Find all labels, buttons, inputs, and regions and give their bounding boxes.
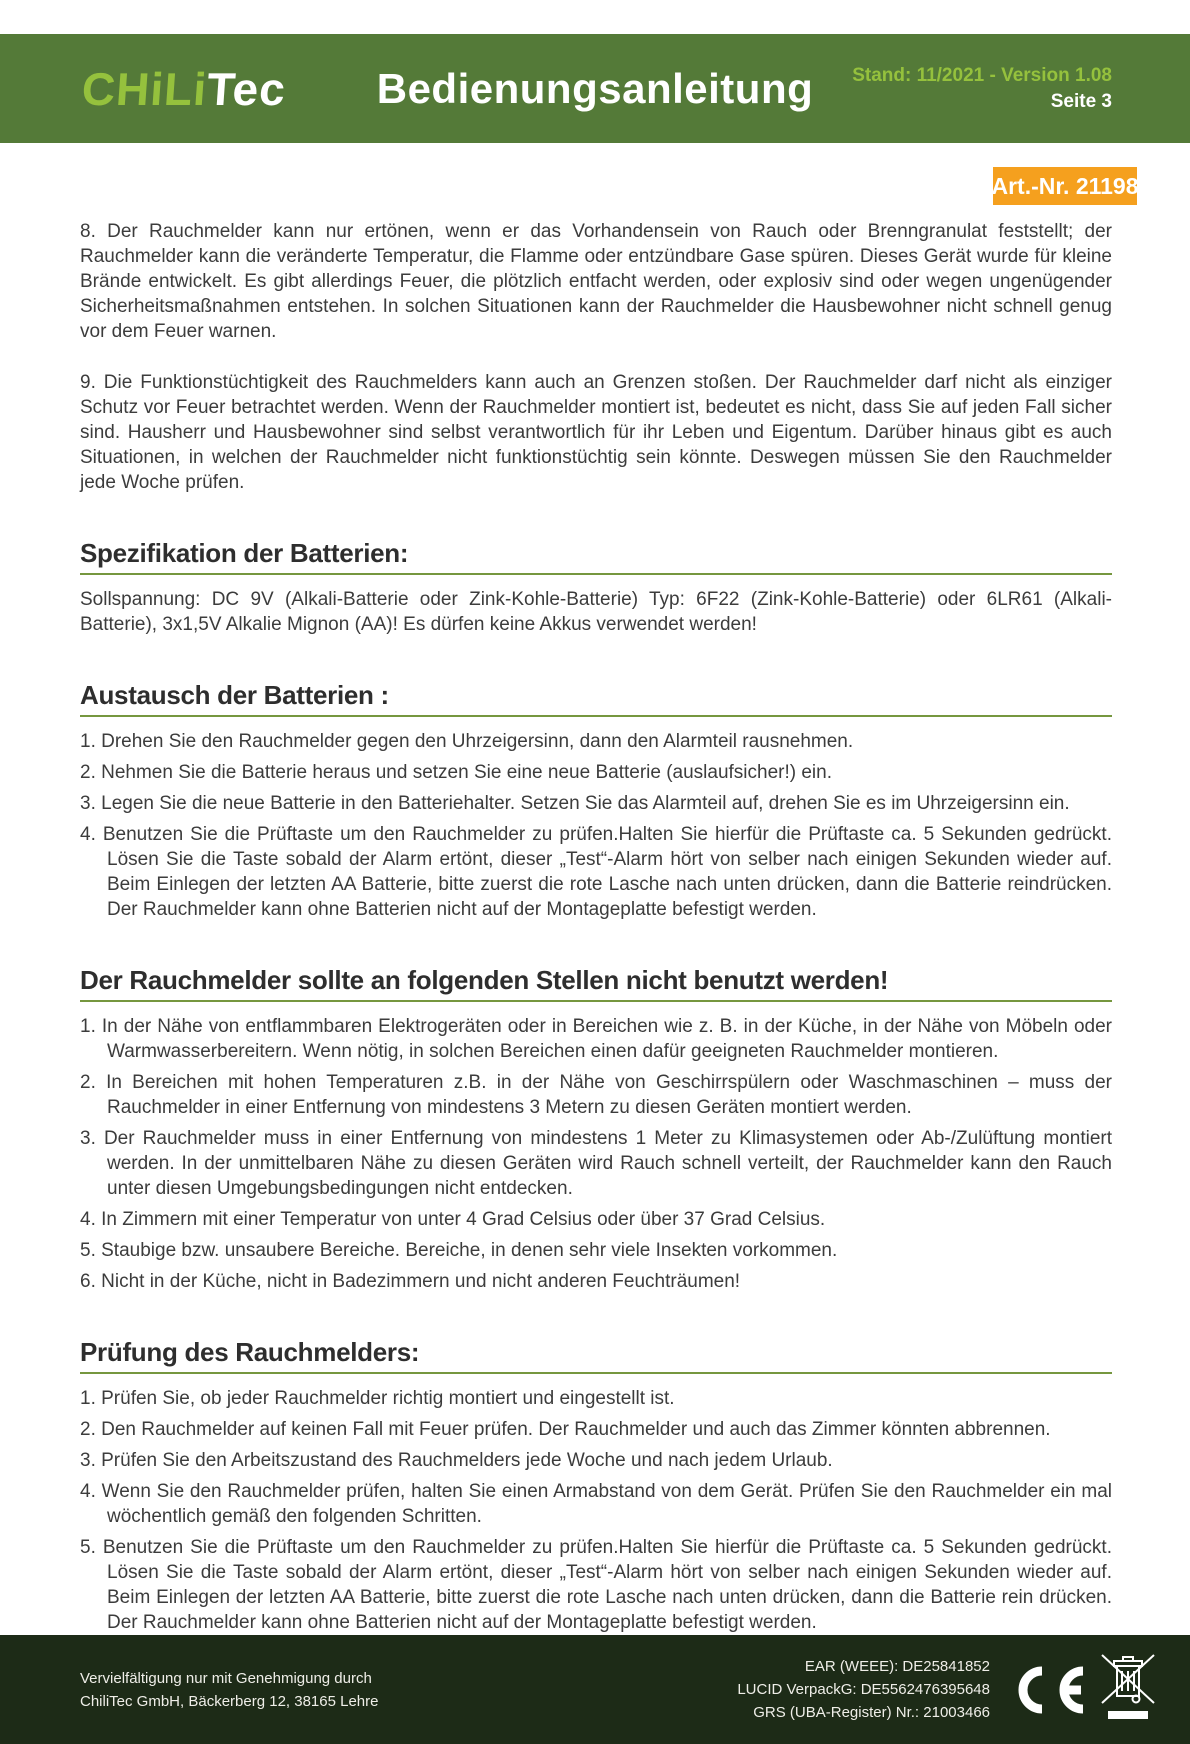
paragraph-9: 9. Die Funktionstüchtigkeit des Rauchmelders kann auch an Grenzen stoßen. Der Rauchmelder darf nicht als einziger Schutz vor Feuer betrachtet werden. Wenn der Rauchmelder montiert ist, bedeutet es nicht, dass Sie auf jeden Fall sicher sind. Hausherr und Hausbewohner sind selbst verantwortlich für ihr Leben und Eigentum. Darüber hinaus gibt es auch Situationen, in welchen der Rauchmelder nicht funktionstüchtig sein könnte. Deswegen müssen Sie den Rauchmelder jede Woche prüfen. xyxy=(80,372,1112,493)
header-meta xyxy=(852,63,1112,115)
list-item: 3. Legen Sie die neue Batterie in den Batteriehalter. Setzen Sie das Alarmteil auf, drehen Sie es im Uhrzeigersinn ein. xyxy=(80,793,1070,814)
section-placement-warnings xyxy=(80,965,1112,1294)
header-bar xyxy=(0,34,1190,143)
section-battery-replacement xyxy=(80,680,1112,922)
footer-icons xyxy=(1006,1653,1156,1727)
footer-left-line1: Vervielfältigung nur mit Genehmigung durch xyxy=(80,1669,372,1687)
section-heading-battery-replacement: Austausch der Batterien : xyxy=(80,683,1112,717)
footer-bar xyxy=(0,1635,1190,1744)
version-info: Stand: 11/2021 - Version 1.08 xyxy=(852,64,1112,86)
logo-text-tec: Tec xyxy=(205,62,288,115)
badge-row xyxy=(0,143,1190,213)
weee-crossed-bin-icon xyxy=(1100,1653,1156,1727)
list-item: 1. Drehen Sie den Rauchmelder gegen den Uhrzeigersinn, dann den Alarmteil rausnehmen. xyxy=(80,731,854,752)
placement-warning-list xyxy=(80,1014,1112,1294)
list-item: 3. Prüfen Sie den Arbeitszustand des Rauchmelders jede Woche und nach jedem Urlaub. xyxy=(80,1450,833,1471)
list-item: 5. Staubige bzw. unsaubere Bereiche. Bereiche, in denen sehr viele Insekten vorkommen. xyxy=(80,1240,838,1261)
list-item: 2. Nehmen Sie die Batterie heraus und setzen Sie eine neue Batterie (auslaufsicher!) ein. xyxy=(80,762,833,783)
paragraph-8: 8. Der Rauchmelder kann nur ertönen, wenn er das Vorhandensein von Rauch oder Brenngranulat feststellt; der Rauchmelder kann die veränderte Temperatur, die Flamme oder entzündbare Gase spüren. Dieses Gerät wurde für kleine Brände entwickelt. Es gibt allerdings Feuer, die plötzlich entfacht werden, oder explosiv sind oder wegen ungenügender Sicherheitsmaßnahmen entstehen. In solchen Situationen kann der Rauchmelder die Hausbewohner nicht schnell genug vor dem Feuer warnen. xyxy=(80,221,1112,342)
footer-publisher-info xyxy=(80,1667,379,1713)
list-item: 6. Nicht in der Küche, nicht in Badezimmern und nicht anderen Feuchträumen! xyxy=(80,1271,741,1292)
list-item: 5. Benutzen Sie die Prüftaste um den Rauchmelder zu prüfen.Halten Sie hierfür die Prüftaste ca. 5 Sekunden gedrückt. Lösen Sie die Taste sobald der Alarm ertönt, dieser „Test“-Alarm hört von selber nach einigen Sekunden wieder auf. Beim Einlegen der letzten AA Batterie, bitte zuerst die rote Lasche nach unten drücken, dann die Batterie rein drücken. Der Rauchmelder kann ohne Batterien nicht auf der Montageplatte befestigt werden. xyxy=(80,1537,1112,1633)
page-content xyxy=(0,213,1190,1635)
list-item: 1. In der Nähe von entflammbaren Elektrogeräten oder in Bereichen wie z. B. in der Küche, in der Nähe von Möbeln oder Warmwasserbereitern. Wenn nötig, in solchen Bereichen einen dafür geeigneten Rauchmelder montieren. xyxy=(80,1016,1112,1062)
page-number: Seite 3 xyxy=(1050,90,1112,112)
footer-registration-info xyxy=(737,1655,990,1724)
testing-steps xyxy=(80,1386,1112,1635)
section-heading-battery-specification: Spezifikation der Batterien: xyxy=(80,541,1112,575)
footer-left-line2: ChiliTec GmbH, Bäckerberg 12, 38165 Lehre xyxy=(80,1692,379,1710)
footer-grs: GRS (UBA-Register) Nr.: 21003466 xyxy=(753,1704,990,1721)
list-item: 1. Prüfen Sie, ob jeder Rauchmelder richtig montiert und eingestellt ist. xyxy=(80,1388,675,1409)
footer-lucid: LUCID VerpackG: DE5562476395648 xyxy=(737,1681,990,1698)
section-testing xyxy=(80,1337,1112,1635)
list-item: 4. In Zimmern mit einer Temperatur von unter 4 Grad Celsius oder über 37 Grad Celsius. xyxy=(80,1209,826,1230)
list-item: 3. Der Rauchmelder muss in einer Entfernung von mindestens 1 Meter zu Klimasystemen oder Ab-/Zulüftung montiert werden. In der unmittelbaren Nähe zu diesen Geräten wird Rauch schnell verteilt, der Rauchmelder kann den Rauch unter diesen Umgebungsbedingungen nicht entdecken. xyxy=(80,1128,1112,1199)
list-item: 2. Den Rauchmelder auf keinen Fall mit Feuer prüfen. Der Rauchmelder und auch das Zimmer könnten abbrennen. xyxy=(80,1419,1051,1440)
battery-specification-text: Sollspannung: DC 9V (Alkali-Batterie oder Zink-Kohle-Batterie) Typ: 6F22 (Zink-Kohle-Batterie) oder 6LR61 (Alkali-Batterie), 3x1,5V Alkalie Mignon (AA)! Es dürfen keine Akkus verwendet werden! xyxy=(80,589,1112,635)
ce-mark-icon xyxy=(1006,1664,1090,1716)
list-item: 4. Benutzen Sie die Prüftaste um den Rauchmelder zu prüfen.Halten Sie hierfür die Prüftaste ca. 5 Sekunden gedrückt. Lösen Sie die Taste sobald der Alarm ertönt, dieser „Test“-Alarm hört von selber nach einigen Sekunden wieder auf. Beim Einlegen der letzten AA Batterie, bitte zuerst die rote Lasche nach unten drücken, dann die Batterie reindrücken. Der Rauchmelder kann ohne Batterien nicht auf der Montageplatte befestigt werden. xyxy=(80,824,1112,920)
page-title: Bedienungsanleitung xyxy=(376,64,814,112)
article-number-badge: Art.-Nr. 21198 xyxy=(993,167,1137,205)
section-heading-testing: Prüfung des Rauchmelders: xyxy=(80,1340,1112,1374)
section-battery-specification xyxy=(80,538,1112,637)
logo-text-chili: CHiLi xyxy=(80,62,209,115)
list-item: 2. In Bereichen mit hohen Temperaturen z.B. in der Nähe von Geschirrspülern oder Waschmaschinen – muss der Rauchmelder in einer Entfernung von mindestens 3 Metern zu diesen Geräten montiert werden. xyxy=(80,1072,1112,1118)
section-heading-placement-warnings: Der Rauchmelder sollte an folgenden Stellen nicht benutzt werden! xyxy=(80,968,1112,1002)
list-item: 4. Wenn Sie den Rauchmelder prüfen, halten Sie einen Armabstand von dem Gerät. Prüfen Sie den Rauchmelder ein mal wöchentlich gemäß den folgenden Schritten. xyxy=(80,1481,1112,1527)
battery-replacement-steps xyxy=(80,729,1112,922)
footer-ear-weee: EAR (WEEE): DE25841852 xyxy=(804,1658,990,1675)
